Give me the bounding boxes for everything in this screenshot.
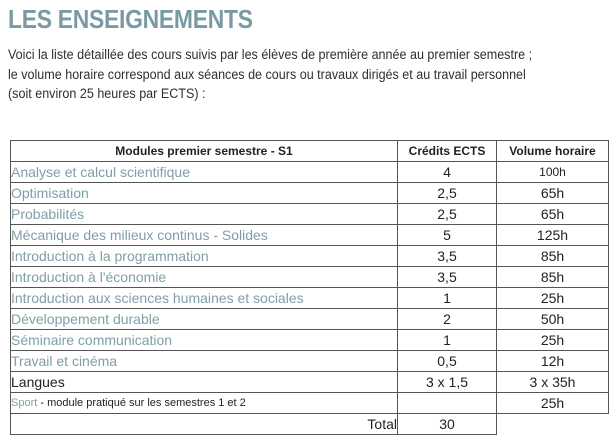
header-credits: Crédits ECTS [398,141,497,162]
intro-paragraph [8,45,566,104]
module-volume: 25h [497,288,609,309]
module-credits: 5 [398,225,497,246]
intro-line-2: le volume horaire correspond aux séances de cours ou travaux dirigés et au travail personnel [8,66,526,82]
table-row [11,309,609,330]
table-row [11,267,609,288]
header-module: Modules premier semestre - S1 [11,141,398,162]
module-volume: 65h [497,183,609,204]
table-row [11,204,609,225]
table-row-total [11,414,609,435]
module-volume: 50h [497,309,609,330]
module-volume: 12h [497,351,609,372]
module-name: Introduction à la programmation [11,246,398,267]
courses-table [10,140,609,435]
module-credits: 2,5 [398,204,497,225]
sport-cell [11,393,398,414]
module-volume: 125h [497,225,609,246]
intro-line-3: (soit environ 25 heures par ECTS) : [8,86,206,101]
sport-volume: 25h [497,393,609,414]
intro-line-1: Voici la liste détaillée des cours suivis par les élèves de première année au premier semestre ; [8,47,533,62]
sport-label: Sport [11,396,38,409]
module-credits: 2 [398,309,497,330]
table-row [11,288,609,309]
module-name: Travail et cinéma [11,351,398,372]
table-row-sport [11,393,609,414]
module-credits: 1 [398,330,497,351]
module-name: Mécanique des milieux continus - Solides [11,225,398,246]
sport-note: - module pratiqué sur les semestres 1 et 2 [37,396,246,409]
module-volume: 65h [497,204,609,225]
module-name: Introduction à l'économie [11,267,398,288]
module-volume: 85h [497,267,609,288]
sport-credits [398,393,497,414]
page-title: LES ENSEIGNEMENTS [8,4,253,34]
table-row [11,351,609,372]
table-header-row [11,141,609,162]
module-credits: 1 [398,288,497,309]
table-row [11,246,609,267]
table-row [11,162,609,183]
table-row [11,372,609,393]
module-name: Introduction aux sciences humaines et sociales [11,288,398,309]
module-name: Optimisation [11,183,398,204]
total-credits: 30 [398,414,497,435]
module-volume: 25h [497,330,609,351]
table-row [11,330,609,351]
module-name: Probabilités [11,204,398,225]
module-volume: 3 x 35h [497,372,609,393]
module-name: Séminaire communication [11,330,398,351]
module-credits: 0,5 [398,351,497,372]
module-credits: 4 [398,162,497,183]
module-credits: 3,5 [398,267,497,288]
module-name: Développement durable [11,309,398,330]
table-row [11,183,609,204]
total-empty-cell [497,414,609,435]
module-credits: 2,5 [398,183,497,204]
module-name: Analyse et calcul scientifique [11,162,398,183]
total-label: Total [11,414,398,435]
module-credits: 3 x 1,5 [398,372,497,393]
module-credits: 3,5 [398,246,497,267]
module-name: Langues [11,372,398,393]
table-row [11,225,609,246]
module-volume: 85h [497,246,609,267]
module-volume: 100h [497,162,609,183]
header-volume: Volume horaire [497,141,609,162]
